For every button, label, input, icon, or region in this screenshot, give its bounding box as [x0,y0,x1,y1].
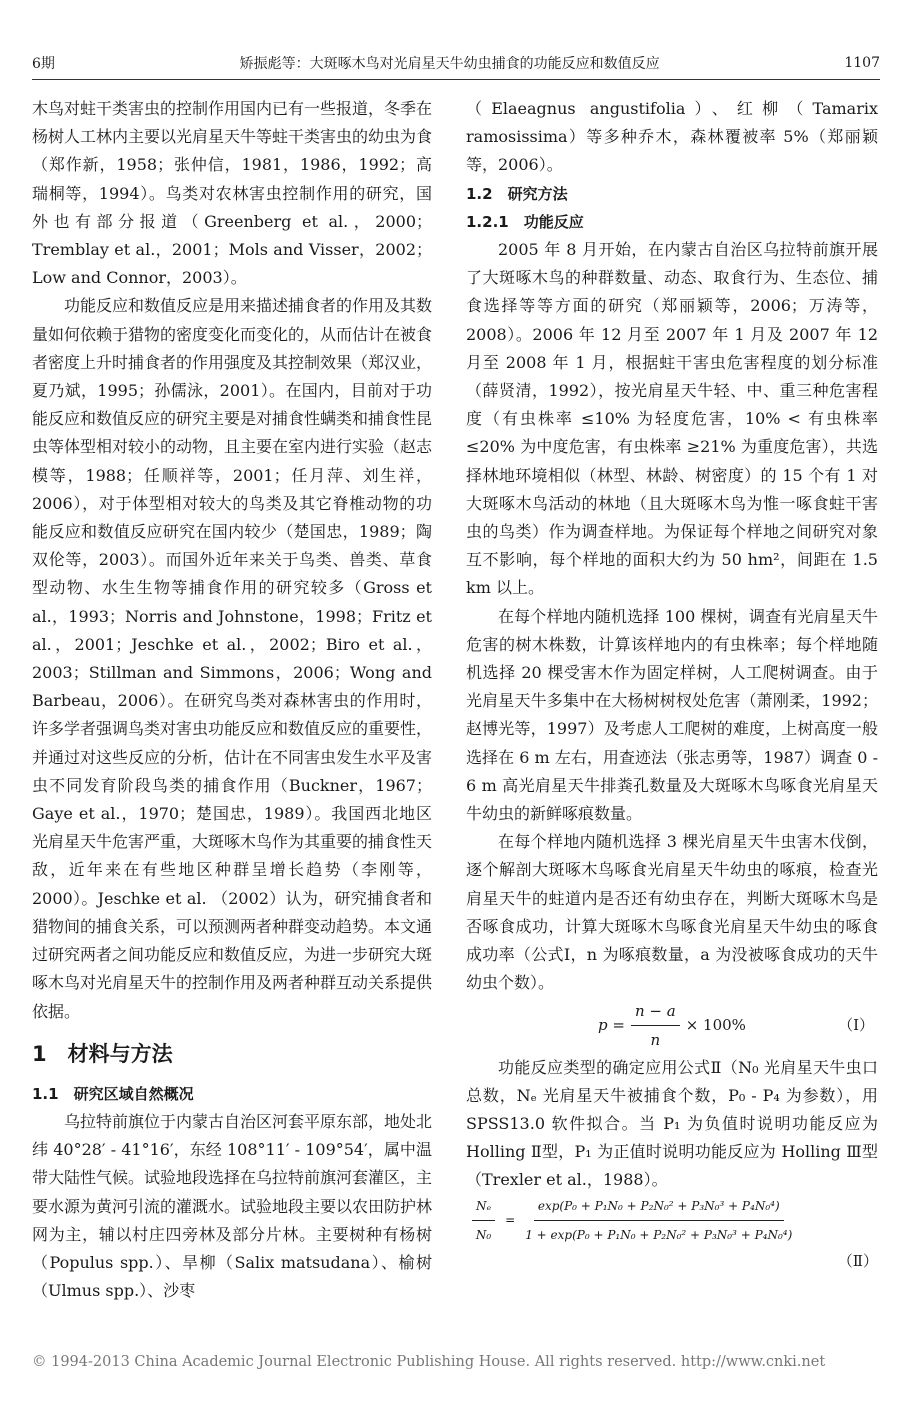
paragraph: 木鸟对蛀干类害虫的控制作用国内已有一些报道，冬季在杨树人工林内主要以光肩星天牛等蛀干类害虫的幼虫为食（郑作新，1958；张仲信，1981，1986，1992；高瑞桐等，1994）。鸟类对农林害虫控制作用的研究，国外也有部分报道（Greenberg et al.，2000；Tremblay et al.，2001；Mols and Visser，2002；Low and Connor，2003）。 [32,99,433,288]
fraction: $\frac{n - a}{n}$ [631,997,680,1054]
paragraph: 2005 年 8 月开始，在内蒙古自治区乌拉特前旗开展了大斑啄木鸟的种群数量、动态、取食行为、生态位、捕食选择等等方面的研究（郑丽颖等，2006；万涛等，2008）。2006 年 12 月至 2007 年 1 月及 2007 年 12 月至 2008 年 1 月，根据蛀干害虫危害程度的划分标准（薛贤清，1992），按光肩星天牛轻、中、重三种危害程度（有虫株率 ≤10% 为轻度危害，10% < 有虫株率 ≤20% 为中度危害，有虫株率 ≥21% 为重度危害），共选择林地环境相似（林型、林龄、树密度）的 15 个有 1 对大斑啄木鸟活动的林地（且大斑啄木鸟为惟一啄食蛀干害虫的鸟类）作为调查样地。为保证每个样地之间研究对象互不影响，每个样地的面积大约为 50 hm²，间距在 1.5 km 以上。 [466,240,878,598]
copyright-footer: © 1994-2013 China Academic Journal Electronic Publishing House. All rights reserved. http://www.cnki.net [32,1354,826,1370]
equation-number: （Ⅱ） [837,1251,878,1270]
issue-label: 6期 [32,56,55,72]
paragraph: （Elaeagnus angustifolia）、红柳（Tamarix ramosissima）等多种乔木，森林覆被率 5%（郑丽颖等，2006）。 [466,99,878,175]
page-number: 1107 [844,55,880,71]
paragraph: 在每个样地内随机选择 3 棵光肩星天牛虫害木伐倒，逐个解剖大斑啄木鸟啄食光肩星天牛幼虫的啄痕，检查光肩星天牛的蛀道内是否还有幼虫存在，判断大斑啄木鸟是否啄食成功，计算大斑啄木鸟啄食光肩星天牛幼虫的啄食成功率（公式Ⅰ，n 为啄痕数量，a 为没被啄食成功的天牛幼虫个数）。 [466,832,878,993]
fraction: $\frac{\text{exp(P₀ + P₁N₀ + P₂N₀² + P₃N₀³ + P₄N₀⁴)}}{\text{1 + exp(P₀ + P₁N₀ + P₂N₀² + P₃N₀³ + P₄N₀⁴)}}$ [525,1192,792,1249]
running-title: 矫振彪等：大斑啄木鸟对光肩星天牛幼虫捕食的功能反应和数值反应 [239,56,660,72]
subsubsection-heading: 1.2.1 功能反应 [466,212,584,231]
header-rule [32,79,880,80]
formula-2: $\frac{\text{Nₑ}}{\text{N₀}}$ = $\frac{\text{exp(P₀ + P₁N₀ + P₂N₀² + P₃N₀³ + P₄N₀⁴)}}{\text{1 + exp(P₀ + P₁N₀ + P₂N₀² + P₃N₀³ + P₄N₀⁴)}}$ [466,1195,878,1247]
paragraph: 乌拉特前旗位于内蒙古自治区河套平原东部，地处北纬 40°28′ - 41°16′，东经 108°11′ - 109°54′，属中温带大陆性气候。试验地段选择在乌拉特前旗河套灌区，主要水源为黄河引流的灌溉水。试验地段主要以农田防护林网为主，辅以村庄四旁林及部分片林。主要树种有杨树（Populus spp.）、旱柳（Salix matsudana）、榆树（Ulmus spp.）、沙枣 [32,1111,433,1301]
right-column [466,95,878,1275]
running-header [32,50,880,76]
paragraph: 功能反应类型的确定应用公式Ⅱ（N₀ 光肩星天牛虫口总数，Nₑ 光肩星天牛被捕食个数，P₀ - P₄ 为参数），用 SPSS13.0 软件拟合。当 P₁ 为负值时说明功能反应为 Holling Ⅱ型，P₁ 为正值时说明功能反应为 Holling Ⅲ型（Trexler et al.，1988）。 [466,1057,878,1190]
left-column [32,95,432,1305]
paragraph: 功能反应和数值反应是用来描述捕食者的作用及其数量如何依赖于猎物的密度变化而变化的，从而估计在被食者密度上升时捕食者的作用强度及其控制效果（郑汉业，夏乃斌，1995；孙儒泳，2001）。在国内，目前对于功能反应和数值反应的研究主要是对捕食性螨类和捕食性昆虫等体型相对较小的动物，且主要在室内进行实验（赵志模等，1988；任顺祥等，2001；任月萍、刘生祥，2006），对于体型相对较大的鸟类及其它脊椎动物的功能反应和数值反应研究在国内较少（楚国忠，1989；陶双伦等，2003）。而国外近年来关于鸟类、兽类、草食型动物、水生生物等捕食作用的研究较多（Gross et al.，1993；Norris and Johnstone，1998；Fritz et al.，2001；Jeschke et al.，2002；Biro et al.，2003；Stillman and Simmons，2006；Wong and Barbeau，2006）。在研究鸟类对森林害虫的作用时，许多学者强调鸟类对害虫功能反应和数值反应的重要性，并通过对这些反应的分析，估计在不同害虫发生水平及害虫不同发育阶段鸟类的捕食作用（Buckner，1967；Gaye et al.，1970；楚国忠，1989）。我国西北地区光肩星天牛危害严重，大斑啄木鸟作为其重要的捕食性天敌，近年来在有些地区种群呈增长趋势（李刚等，2000）。Jeschke et al. （2002）认为，研究捕食者和猎物间的捕食关系，可以预测两者种群变动趋势。本文通过研究两者之间功能反应和数值反应，为进一步研究大斑啄木鸟对光肩星天牛的控制作用及两者种群互动关系提供依据。 [32,296,433,1021]
subsection-heading: 1.2 研究方法 [466,184,568,203]
paragraph: 在每个样地内随机选择 100 棵树，调查有光肩星天牛危害的树木株数，计算该样地内的有虫株率；每个样地随机选择 20 棵受害木作为固定样树，人工爬树调查。由于光肩星天牛多集中在大杨树树杈处危害（萧刚柔，1992；赵博光等，1997）及考虑人工爬树的难度，上树高度一般选择在 6 m 左右，用查迹法（张志勇等，1987）调查 0 - 6 m 高光肩星天牛排粪孔数量及大斑啄木鸟啄食光肩星天牛幼虫的新鲜啄痕数量。 [466,606,878,824]
subsection-heading: 1.1 研究区域自然概况 [32,1084,194,1103]
formula-1: p = $\frac{n - a}{n}$ × 100% （Ⅰ） [466,998,878,1054]
equation-number: （Ⅰ） [838,1016,874,1035]
section-heading: 1 材料与方法 [32,1041,173,1066]
